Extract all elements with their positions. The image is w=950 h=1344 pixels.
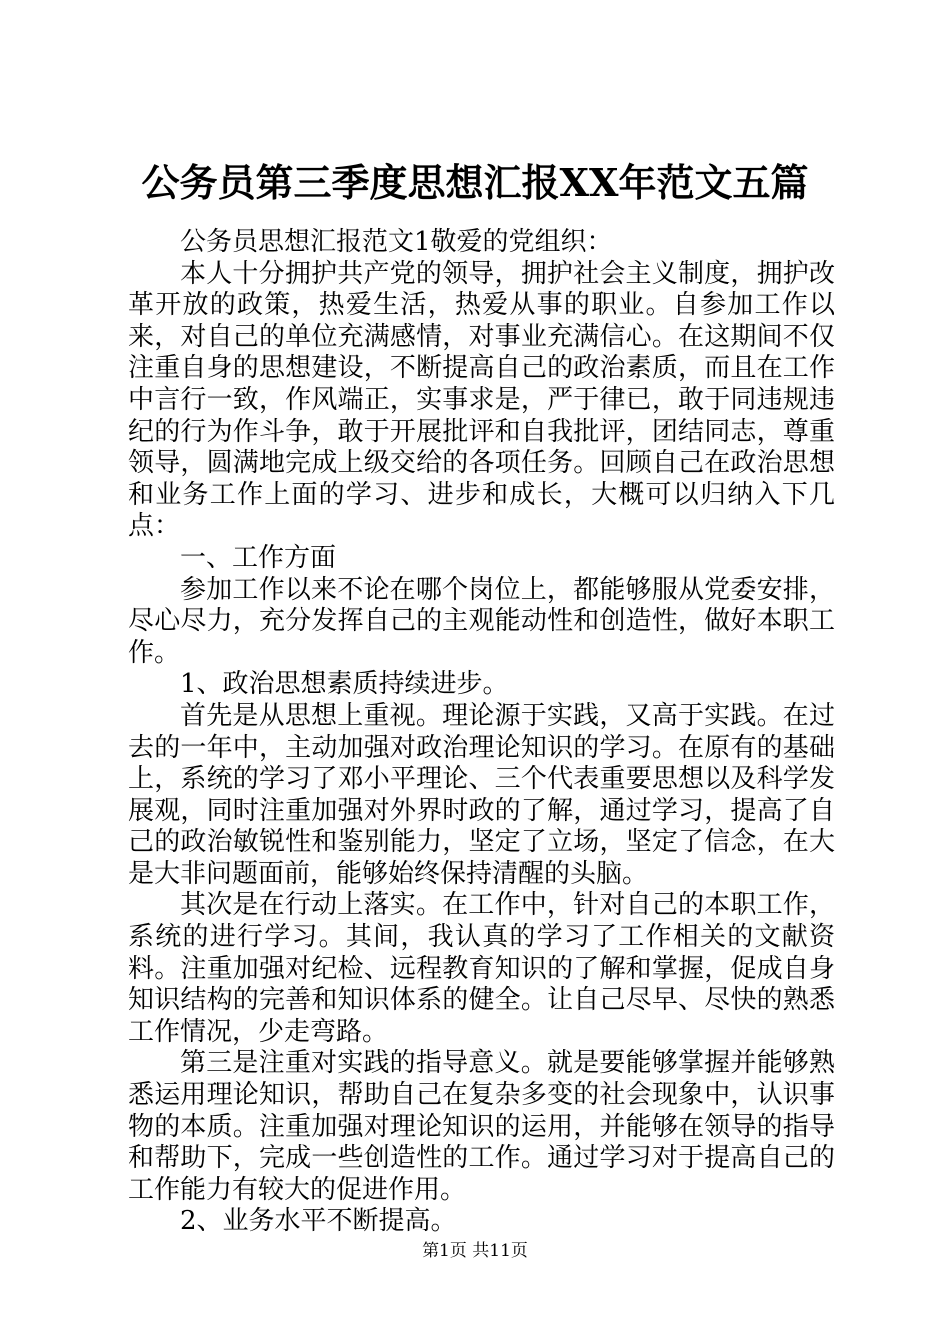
- paragraph-work-summary: 参加工作以来不论在哪个岗位上，都能够服从党委安排，尽心尽力，充分发挥自己的主观能动性和创造性，做好本职工作。: [128, 574, 835, 668]
- subheading-business: 2、业务水平不断提高。: [180, 1206, 457, 1237]
- paragraph-intro: 本人十分拥护共产党的领导，拥护社会主义制度，拥护改革开放的政策，热爱生活，热爱从事的职业。自参加工作以来，对自己的单位充满感情，对事业充满信心。在这期间不仅注重自身的思想建设，不断提高自己的政治素质，而且在工作中言行一致，作风端正，实事求是，严于律已，敢于同违规违纪的行为作斗争，敢于开展批评和自我批评，团结同志，尊重领导，圆满地完成上级交给的各项任务。回顾自己在政治思想和业务工作上面的学习、进步和成长，大概可以归纳入下几点：: [128, 258, 835, 542]
- subheading-political: 1、政治思想素质持续进步。: [180, 669, 509, 700]
- section-heading-work: 一、工作方面: [180, 542, 337, 573]
- paragraph-first-point: 首先是从思想上重视。理论源于实践，又高于实践。在过去的一年中，主动加强对政治理论知识的学习。在原有的基础上，系统的学习了邓小平理论、三个代表重要思想以及科学发展观，同时注重加强对外界时政的了解，通过学习，提高了自己的政治敏锐性和鉴别能力，坚定了立场，坚定了信念，在大是大非问题面前，能够始终保持清醒的头脑。: [128, 700, 835, 889]
- paragraph-third-point: 第三是注重对实践的指导意义。就是要能够掌握并能够熟悉运用理论知识，帮助自己在复杂多变的社会现象中，认识事物的本质。注重加强对理论知识的运用，并能够在领导的指导和帮助下，完成一些创造性的工作。通过学习对于提高自己的工作能力有较大的促进作用。: [128, 1048, 835, 1205]
- page-number-footer: 第1页 共11页: [422, 1241, 528, 1261]
- document-body: [128, 227, 835, 1238]
- paragraph-salutation: 公务员思想汇报范文1敬爱的党组织：: [180, 227, 613, 257]
- paragraph-second-point: 其次是在行动上落实。在工作中，针对自己的本职工作，系统的进行学习。其间，我认真的学习了工作相关的文献资料。注重加强对纪检、远程教育知识的了解和掌握，促成自身知识结构的完善和知识体系的健全。让自己尽早、尽快的熟悉工作情况，少走弯路。: [128, 890, 835, 1047]
- document-title: 公务员第三季度思想汇报XX年范文五篇: [141, 160, 809, 205]
